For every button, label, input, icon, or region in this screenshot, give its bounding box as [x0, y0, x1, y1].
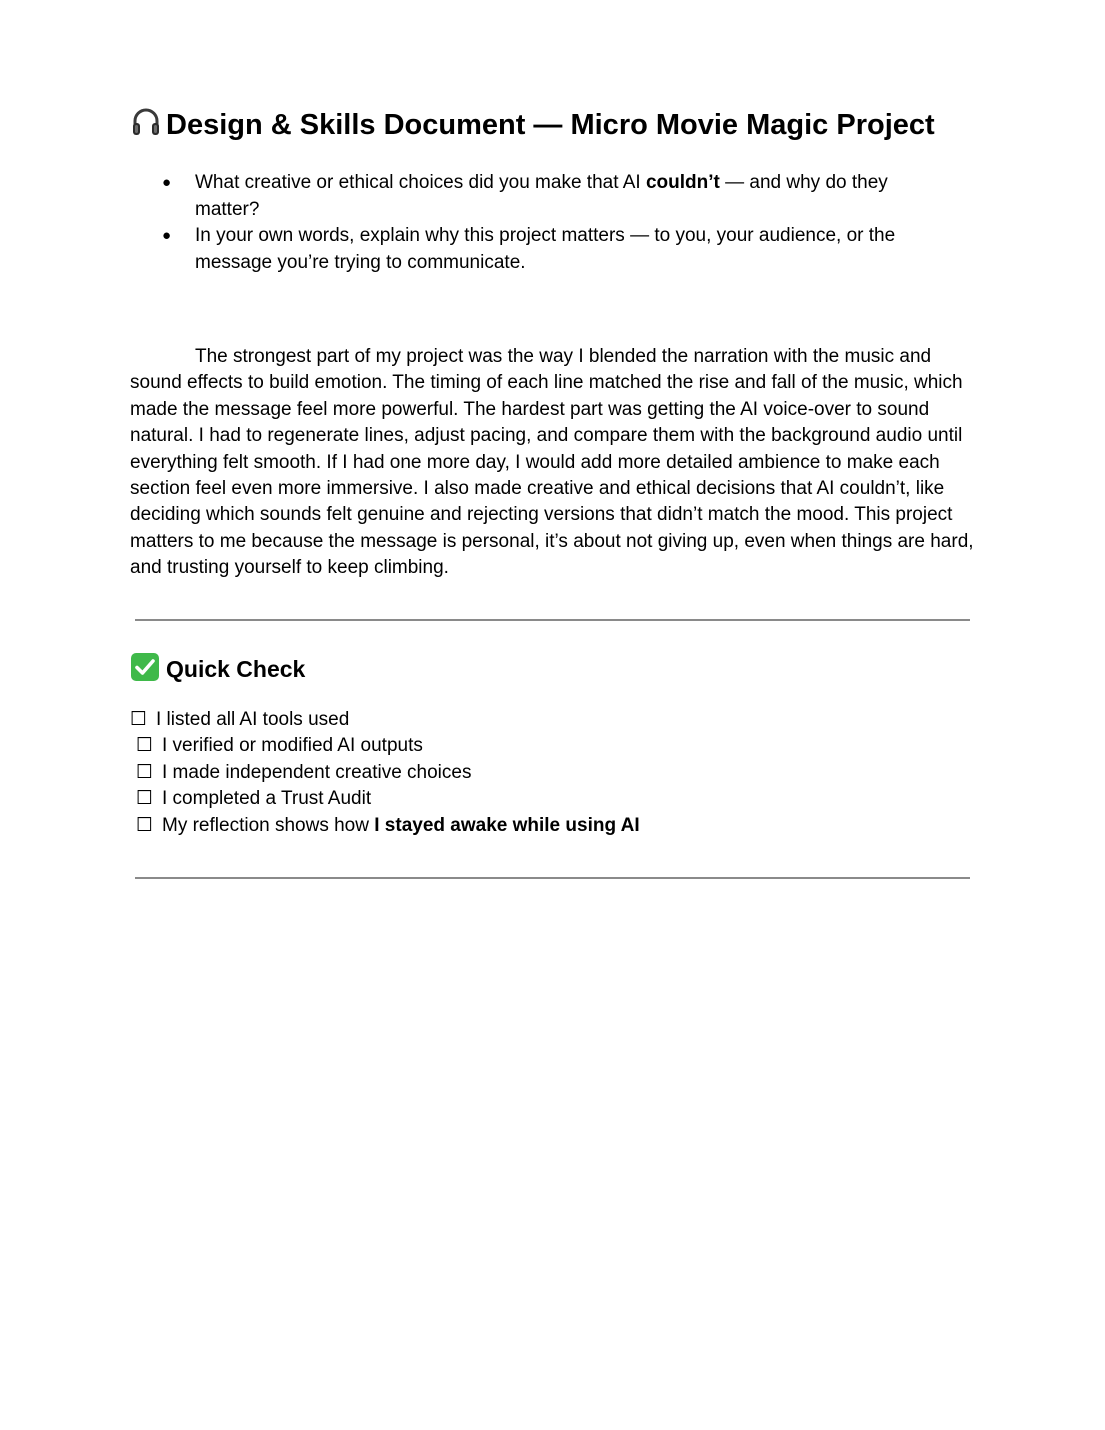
checkbox[interactable]: ☐	[136, 735, 154, 757]
checklist-item: ☐ I completed a Trust Audit	[130, 786, 640, 812]
list-item: ● In your own words, explain why this project matters — to you, your audience, or the message you’re trying to communicate.	[130, 223, 930, 276]
checklist-item: ☐ I listed all AI tools used	[130, 707, 640, 733]
reflection-paragraph: The strongest part of my project was the way I blended the narration with the music and sound effects to build emotion. The timing of each line matched the rise and fall of the music, which made the message feel more powerful. The hardest part was getting the AI voice-over to sound natural. I had to regenerate lines, adjust pacing, and compare them with the background audio until everything felt smooth. If I had one more day, I would add more detailed ambience to make each section feel even more immersive. I also made creative and ethical decisions that AI couldn’t, like deciding which sounds felt genuine and rejecting versions that didn’t match the mood. This project matters to me because the message is personal, it’s about not giving up, even when things are hard, and trusting yourself to keep climbing.	[130, 346, 974, 579]
quick-check-heading-text: Quick Check	[166, 656, 306, 682]
quick-check-heading	[130, 652, 305, 685]
check-mark-button-icon	[130, 652, 166, 685]
bold-emphasis: couldn’t	[645, 172, 720, 193]
checkbox[interactable]: ☐	[136, 814, 154, 836]
headphones-icon	[130, 106, 166, 144]
list-item: ● What creative or ethical choices did you make that AI couldn’t — and why do they matter?	[130, 170, 930, 223]
title-text: Design & Skills Document — Micro Movie Magic Project	[166, 109, 935, 141]
bold-emphasis: I stayed awake while using AI	[374, 814, 640, 836]
checkbox[interactable]: ☐	[136, 788, 154, 810]
checkbox[interactable]: ☐	[136, 761, 154, 783]
horizontal-rule	[135, 619, 970, 621]
checklist-item: ☐ My reflection shows how I stayed awake while using AI	[130, 813, 640, 839]
horizontal-rule	[135, 877, 970, 879]
checklist-item: ☐ I made independent creative choices	[130, 760, 640, 786]
quick-check-list	[130, 707, 640, 839]
prompt-bullet-list	[130, 170, 930, 276]
document-title	[130, 106, 935, 144]
checklist-item: ☐ I verified or modified AI outputs	[130, 733, 640, 759]
checkbox[interactable]: ☐	[130, 709, 148, 730]
